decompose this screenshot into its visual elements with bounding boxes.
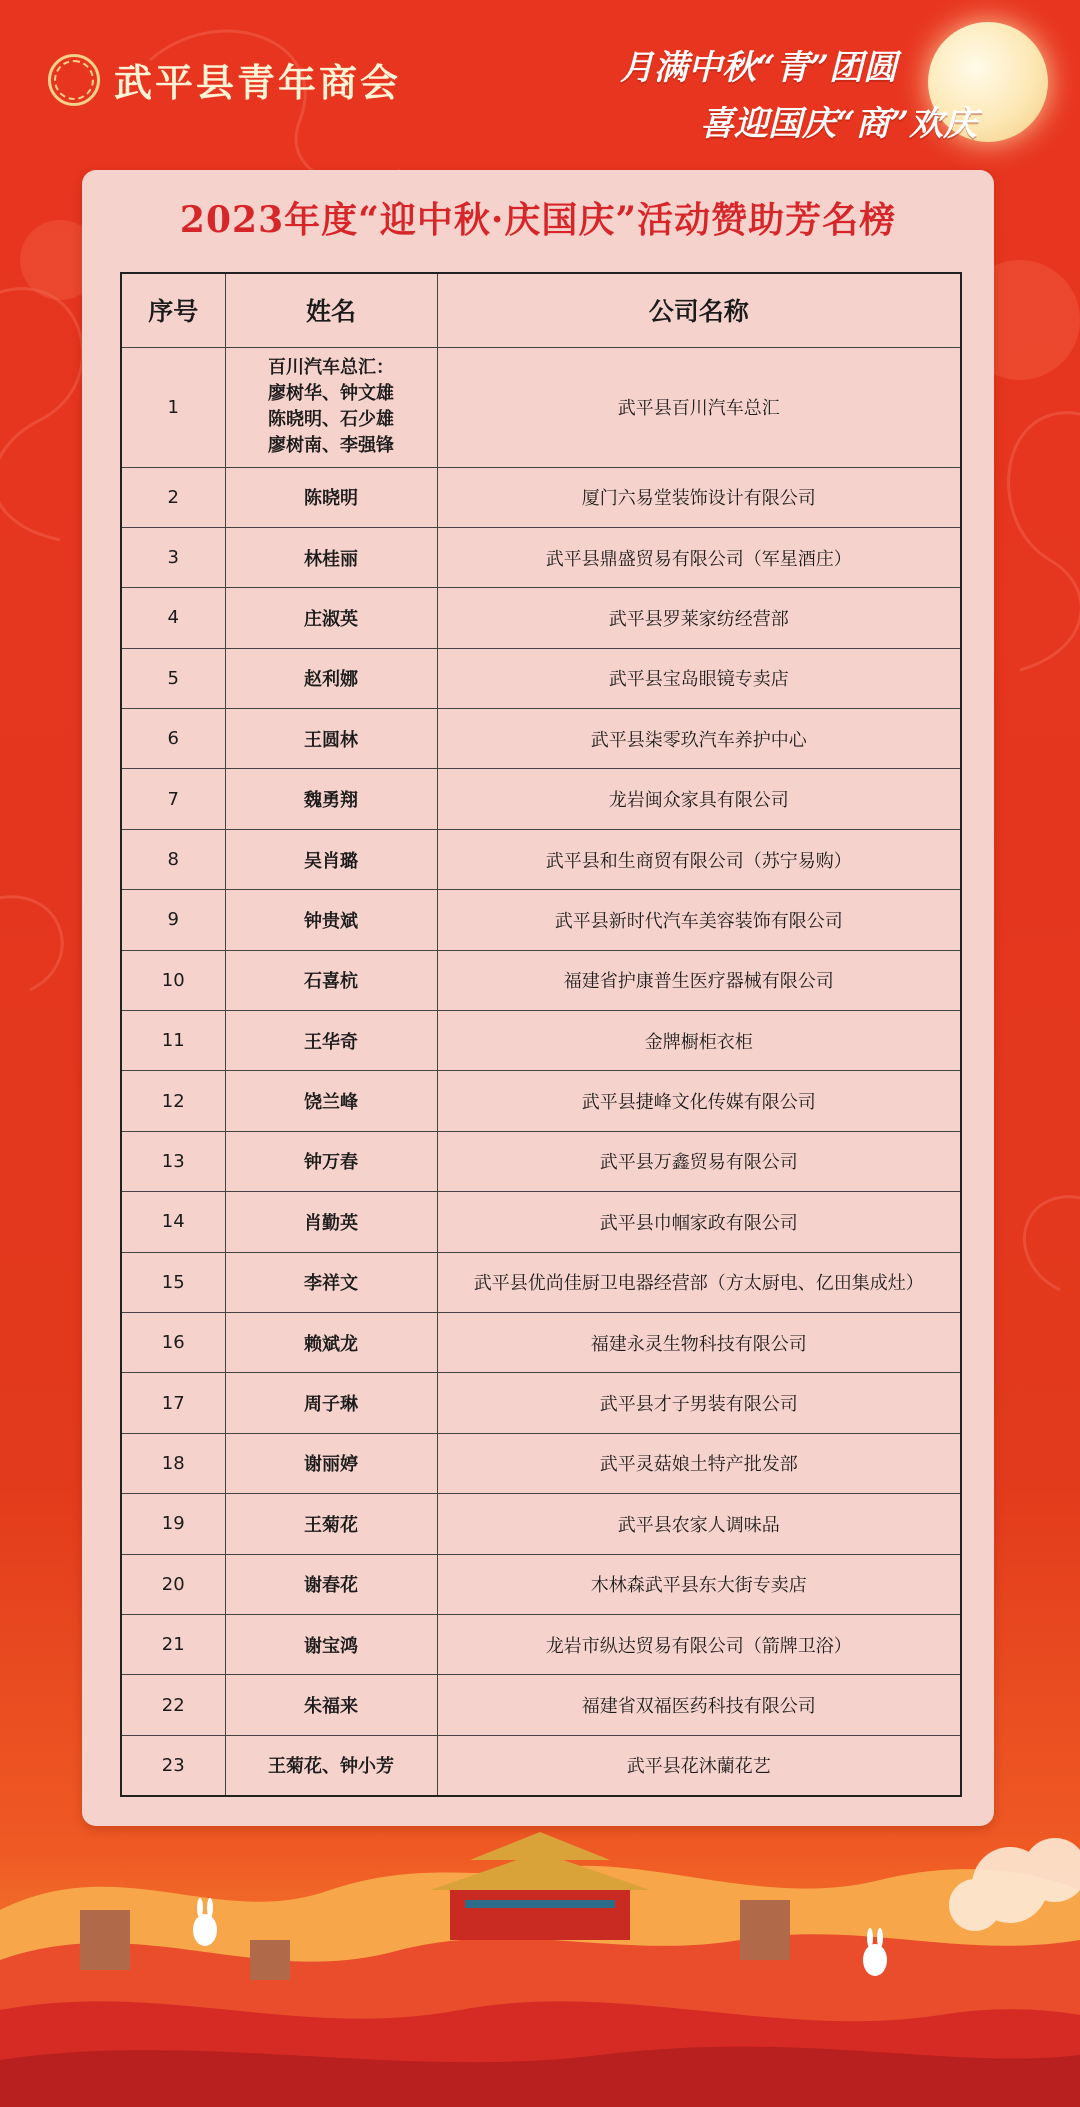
table-row: [121, 648, 961, 708]
cell-name: [225, 347, 437, 467]
cell-company: 福建省护康普生医疗器械有限公司: [437, 950, 961, 1010]
table-row: [121, 1131, 961, 1191]
page-title: 2023年度“迎中秋·庆国庆”活动赞助芳名榜: [179, 199, 897, 241]
cell-no: 12: [121, 1071, 225, 1131]
table-row: [121, 1312, 961, 1372]
cell-company: 金牌橱柜衣柜: [437, 1011, 961, 1071]
cell-name: 饶兰峰: [225, 1071, 437, 1131]
name-line: 廖树南、李强锋: [268, 435, 394, 456]
cell-name: 魏勇翔: [225, 769, 437, 829]
palace-icon: [430, 1832, 650, 1940]
cell-no: 13: [121, 1131, 225, 1191]
header-no: 序号: [121, 273, 225, 347]
table-row: [121, 1675, 961, 1735]
cell-company: 龙岩市纵达贸易有限公司（箭牌卫浴）: [437, 1614, 961, 1674]
cell-no: 4: [121, 588, 225, 648]
cell-company: 武平县柒零玖汽车养护中心: [437, 709, 961, 769]
cell-company: 福建省双福医药科技有限公司: [437, 1675, 961, 1735]
cell-no: 7: [121, 769, 225, 829]
cell-company: 武平县农家人调味品: [437, 1494, 961, 1554]
table-row: [121, 1614, 961, 1674]
cell-no: 6: [121, 709, 225, 769]
table-row: [121, 1373, 961, 1433]
cell-name: 林桂丽: [225, 527, 437, 587]
cell-company: 武平县花沐蘭花艺: [437, 1735, 961, 1795]
table-row: [121, 1071, 961, 1131]
cell-no: 8: [121, 829, 225, 889]
cell-company: 武平县才子男装有限公司: [437, 1373, 961, 1433]
cell-company: 武平县捷峰文化传媒有限公司: [437, 1071, 961, 1131]
cell-company: 武平县万鑫贸易有限公司: [437, 1131, 961, 1191]
header-company: 公司名称: [437, 273, 961, 347]
table-header-row: [121, 273, 961, 347]
cell-name: 李祥文: [225, 1252, 437, 1312]
table-row: [121, 1433, 961, 1493]
cell-name: 赖斌龙: [225, 1312, 437, 1372]
cell-no: 1: [121, 347, 225, 467]
cell-no: 23: [121, 1735, 225, 1795]
cell-no: 10: [121, 950, 225, 1010]
table-row: [121, 347, 961, 467]
cell-company: 武平县宝岛眼镜专卖店: [437, 648, 961, 708]
table-row: [121, 1192, 961, 1252]
cell-no: 2: [121, 467, 225, 527]
sponsor-list-card: [82, 170, 994, 1826]
cell-name: 王圆林: [225, 709, 437, 769]
cell-company: 武平县优尚佳厨卫电器经营部（方太厨电、亿田集成灶）: [437, 1252, 961, 1312]
cell-no: 11: [121, 1011, 225, 1071]
cell-name: 石喜杭: [225, 950, 437, 1010]
table-row: [121, 1735, 961, 1795]
cell-no: 5: [121, 648, 225, 708]
table-row: [121, 527, 961, 587]
cell-name: 王华奇: [225, 1011, 437, 1071]
cell-company: 武平县百川汽车总汇: [437, 347, 961, 467]
cell-no: 22: [121, 1675, 225, 1735]
table-row: [121, 890, 961, 950]
cell-no: 18: [121, 1433, 225, 1493]
cell-name: 谢宝鸿: [225, 1614, 437, 1674]
org-name: 武平县青年商会: [114, 60, 402, 105]
name-line: 陈晓明、石少雄: [268, 409, 394, 430]
cell-company: 武平县和生商贸有限公司（苏宁易购）: [437, 829, 961, 889]
cell-name: 钟万春: [225, 1131, 437, 1191]
cell-company: 武平县罗莱家纺经营部: [437, 588, 961, 648]
cell-no: 19: [121, 1494, 225, 1554]
cell-no: 17: [121, 1373, 225, 1433]
table-row: [121, 1252, 961, 1312]
table-row: [121, 588, 961, 648]
page-header: [0, 0, 1080, 170]
table-row: [121, 467, 961, 527]
cell-no: 14: [121, 1192, 225, 1252]
cell-no: 21: [121, 1614, 225, 1674]
table-row: [121, 709, 961, 769]
table-row: [121, 1494, 961, 1554]
org-logo-icon: [48, 54, 100, 106]
cell-no: 20: [121, 1554, 225, 1614]
cell-name: 谢春花: [225, 1554, 437, 1614]
header-name: 姓名: [225, 273, 437, 347]
cell-company: 厦门六易堂装饰设计有限公司: [437, 467, 961, 527]
table-row: [121, 829, 961, 889]
cell-no: 15: [121, 1252, 225, 1312]
name-line: 廖树华、钟文雄: [268, 383, 394, 404]
sponsor-table: [120, 272, 962, 1797]
cell-no: 16: [121, 1312, 225, 1372]
cell-name: 谢丽婷: [225, 1433, 437, 1493]
cell-name: 朱福来: [225, 1675, 437, 1735]
table-row: [121, 950, 961, 1010]
cell-name: 陈晓明: [225, 467, 437, 527]
table-row: [121, 1554, 961, 1614]
cell-name: 赵利娜: [225, 648, 437, 708]
cell-no: 9: [121, 890, 225, 950]
cell-company: 武平灵菇娘土特产批发部: [437, 1433, 961, 1493]
table-row: [121, 769, 961, 829]
cell-name: 周子琳: [225, 1373, 437, 1433]
cell-company: 武平县巾帼家政有限公司: [437, 1192, 961, 1252]
cell-company: 龙岩闽众家具有限公司: [437, 769, 961, 829]
cell-company: 武平县新时代汽车美容装饰有限公司: [437, 890, 961, 950]
festival-scenery: [0, 1790, 1080, 2107]
cell-no: 3: [121, 527, 225, 587]
table-row: [121, 1011, 961, 1071]
cell-name: 肖勤英: [225, 1192, 437, 1252]
cell-name: 王菊花、钟小芳: [225, 1735, 437, 1795]
cell-name: 吴肖璐: [225, 829, 437, 889]
cell-name: 庄淑英: [225, 588, 437, 648]
slogan-line-1: 月满中秋“青”团圆: [620, 48, 898, 88]
cell-name: 王菊花: [225, 1494, 437, 1554]
cell-company: 武平县鼎盛贸易有限公司（军星酒庄）: [437, 527, 961, 587]
cell-company: 木林森武平县东大街专卖店: [437, 1554, 961, 1614]
slogan-line-2: 喜迎国庆“商”欢庆: [700, 104, 978, 144]
name-line: 百川汽车总汇：: [268, 357, 394, 378]
cell-company: 福建永灵生物科技有限公司: [437, 1312, 961, 1372]
cell-name: 钟贵斌: [225, 890, 437, 950]
